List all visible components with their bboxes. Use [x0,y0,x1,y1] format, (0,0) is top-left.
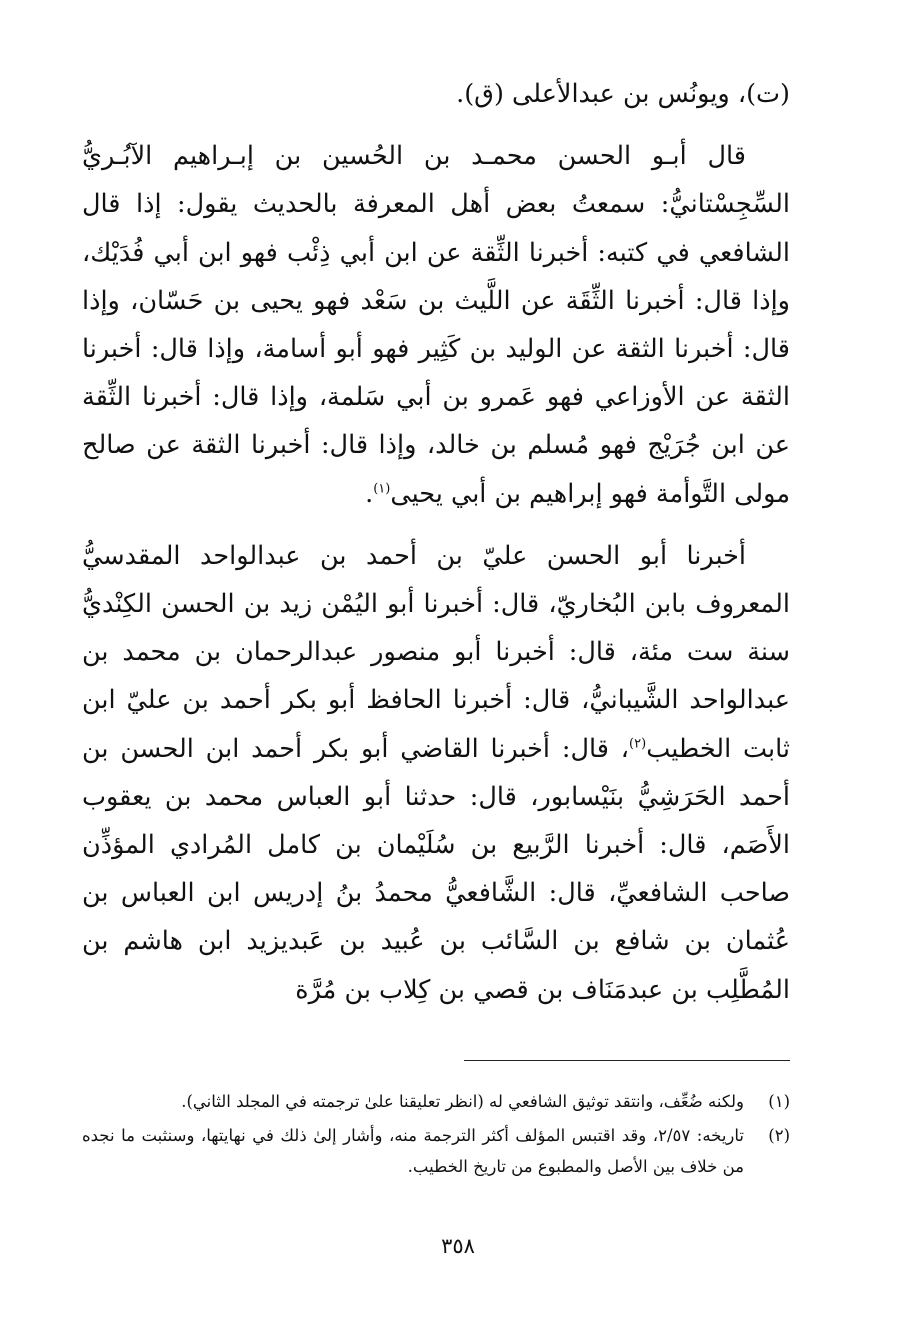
paragraph-2 [82,132,790,518]
paragraph-1 [82,70,790,118]
footnotes [82,1086,790,1185]
paragraph-1-text: (ت)، ويونُس بن عبدالأعلى (ق). [456,79,790,109]
footnote-2-number: (٢) [768,1126,790,1145]
main-text [82,70,790,1014]
footnote-1-text: ولكنه ضُعِّف، وانتقد توثيق الشافعي له (انظر تعليقنا علىٰ ترجمته في المجلد الثاني). [181,1092,744,1111]
paragraph-gap [82,118,790,132]
paragraph-gap [82,518,790,532]
paragraph-3-text-b: ، قال: أخبرنا القاضي أبو بكر أحمد ابن الحسن بن أحمد الحَرَشِيُّ بنَيْسابور، قال: حدثنا أبو العباس محمد بن يعقوب الأَصَم، قال: أخبرنا الرَّبيع بن سُلَيْمان بن كامل المُرادي المؤذِّن صاحب الشافعيِّ، قال: الشَّافعيُّ محمدُ بنُ إدريس ابن العباس بن عُثمان بن شافع بن السَّائب بن عُبيد بن عَبديزيد ابن هاشم بن المُطَّلِب بن عبدمَنَاف بن قصي بن كِلاب بن مُرَّة [82,733,790,1005]
paragraph-2-end: . [365,478,374,509]
footnote-2 [82,1120,790,1182]
footnote-divider [464,1060,790,1061]
page-number: ٣٥٨ [441,1234,475,1258]
paragraph-3 [82,532,790,1014]
paragraph-3-text-a: أخبرنا أبو الحسن عليّ بن أحمد بن عبدالواحد المقدسيُّ المعروف بابن البُخاريّ، قال: أخبرنا أبو اليُمْن زيد بن الحسن الكِنْديُّ سنة ست مئة، قال: أخبرنا أبو منصور عبدالرحمان بن محمد بن عبدالواحد الشَّيبانيُّ، قال: أخبرنا الحافظ أبو بكر أحمد بن عليّ ابن ثابت الخطيب [82,540,791,764]
footnote-ref-2[interactable]: (٢) [629,736,647,752]
footnote-ref-1[interactable]: (١) [373,481,391,497]
footnote-1-number: (١) [768,1092,790,1111]
paragraph-2-text: قال أبـو الحسن محمـد بن الحُسين بن إبـراهيم الآبُـريُّ السِّجِسْتانيُّ: سمعتُ بعض أهل المعرفة بالحديث يقول: إذا قال الشافعي في كتبه: أخبرنا الثِّقة عن ابن أبي ذِئْب فهو ابن أبي فُدَيْك، وإذا قال: أخبرنا الثِّقَة عن اللَّيث بن سَعْد فهو يحيى بن حَسّان، وإذا قال: أخبرنا الثقة عن الوليد بن كَثِير فهو أبو أسامة، وإذا قال: أخبرنا الثقة عن الأوزاعي فهو عَمرو بن أبي سَلمة، وإذا قال: أخبرنا الثِّقة عن ابن جُرَيْج فهو مُسلم بن خالد، وإذا قال: أخبرنا الثقة عن صالح مولى التَّوأمة فهو إبراهيم بن أبي يحيى [82,141,790,509]
footnote-2-text: تاريخه: ٢/٥٧، وقد اقتبس المؤلف أكثر الترجمة منه، وأشار إلىٰ ذلك في نهايتها، وسنثبت ما نجده من خلاف بين الأصل والمطبوع من تاريخ الخطيب. [82,1126,745,1176]
footnote-1 [82,1086,790,1117]
